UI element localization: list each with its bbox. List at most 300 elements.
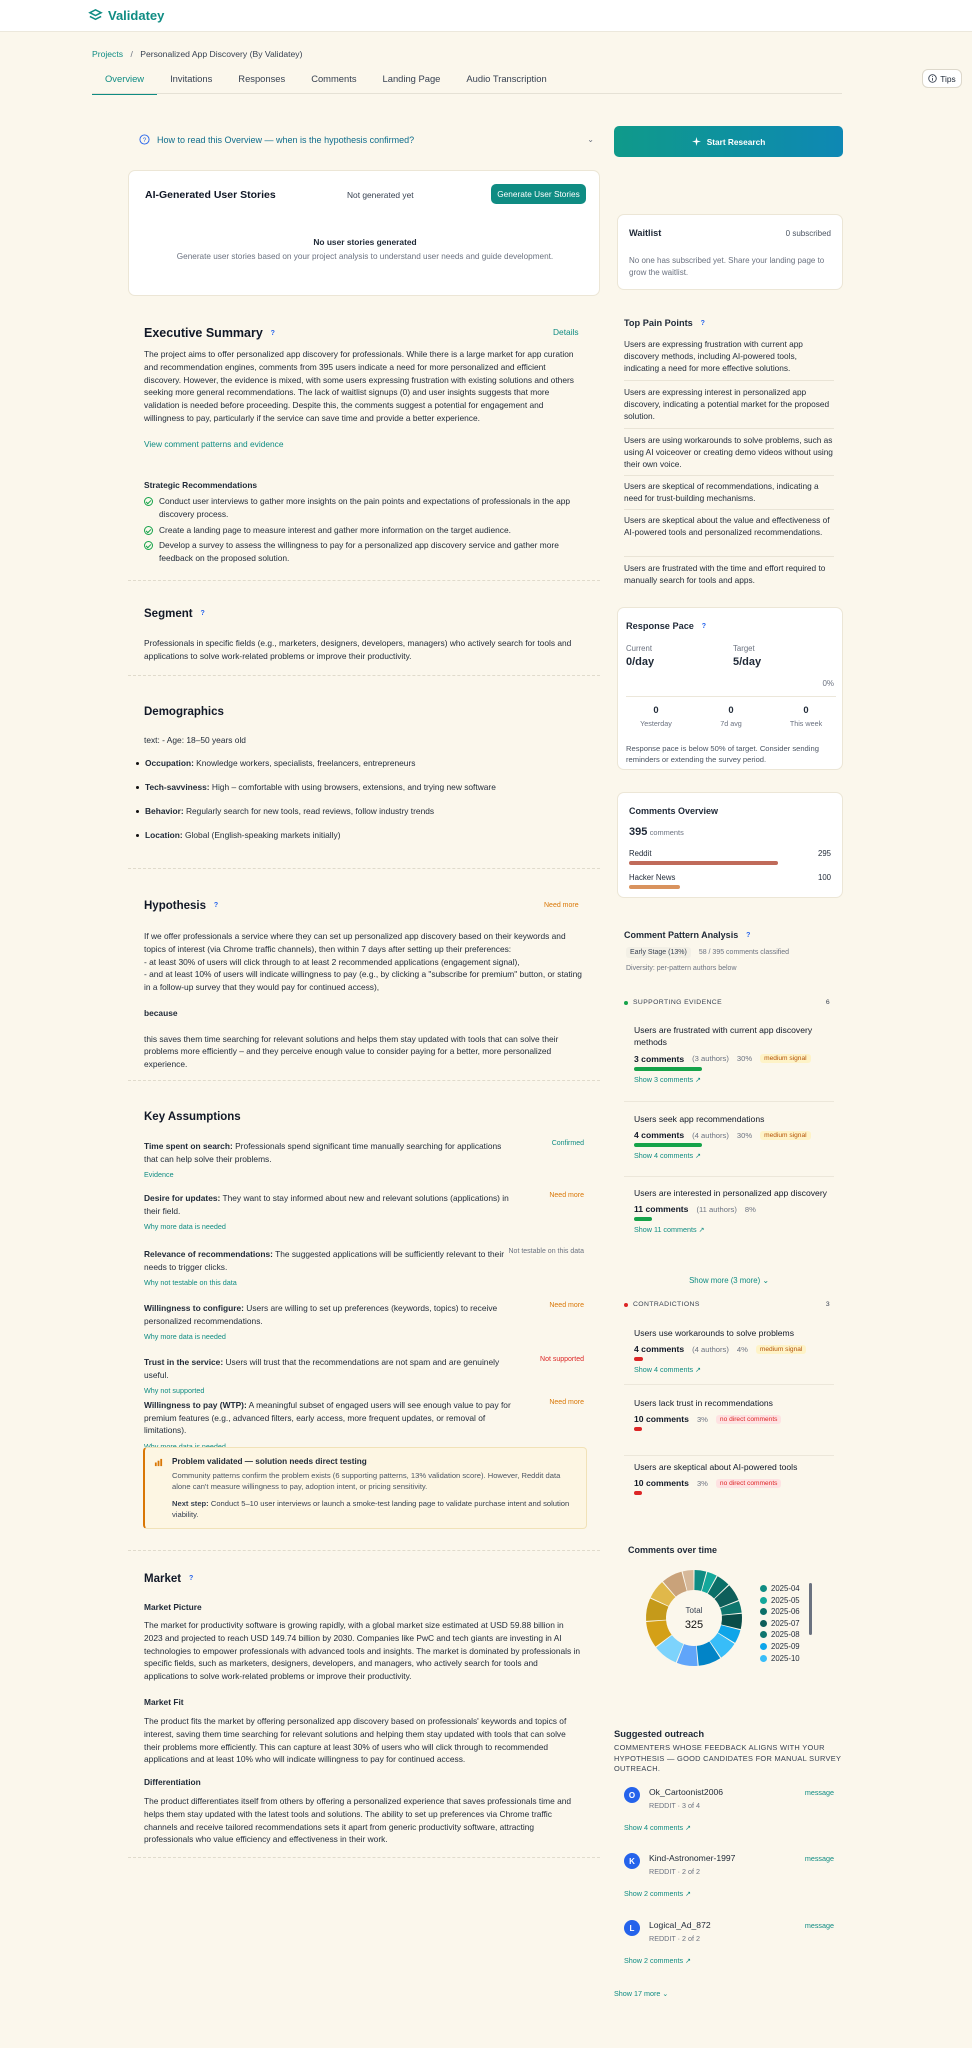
- market-title: [144, 1573, 196, 1585]
- chevron-down-icon: ⌄: [762, 1276, 769, 1285]
- validatey-logo-icon: [88, 8, 103, 23]
- info-icon: [928, 74, 937, 83]
- external-link-icon: ↗: [685, 1823, 692, 1832]
- pain-point-item: Users are using workarounds to solve problems, such as using AI voiceover or creating demo videos without using their own voice.: [624, 435, 833, 470]
- green-dot-icon: [624, 1001, 628, 1005]
- callout-next-text: Conduct 5–10 user interviews or launch a smoke-test landing page to validate purchase intent and solution viability.: [172, 1499, 570, 1520]
- chevron-down-icon: ⌄: [662, 1989, 669, 1998]
- assumption-value: A meaningful subset of engaged users will see enough value to pay for premium features (e.g., advanced filters, early access, more frequent updates, or removal of limitations).: [144, 1400, 511, 1436]
- assumption-link[interactable]: Why more data is needed: [144, 1332, 226, 1342]
- market-title-text: Market: [144, 1573, 182, 1585]
- assumption-value: Professionals spend significant time manually searching for applications that can help solve their problems.: [144, 1141, 502, 1164]
- help-icon[interactable]: ?: [270, 329, 275, 337]
- hypothesis-because: because: [144, 1007, 178, 1018]
- pattern-pct: 4%: [736, 1344, 748, 1354]
- show-more-patterns-button[interactable]: [624, 1276, 834, 1285]
- market-fit-title: Market Fit: [144, 1697, 184, 1707]
- target-value: 5/day: [733, 656, 762, 668]
- legend-swatch: [760, 1585, 767, 1592]
- stat-7d-value: 0: [728, 704, 734, 715]
- pattern-stage: Early Stage (13%): [626, 947, 691, 958]
- source-reddit-label: Reddit: [629, 849, 652, 858]
- tab-overview[interactable]: Overview: [92, 73, 157, 95]
- hypothesis-line: this saves them time searching for relevant solutions and helps them stay updated with tools that can solve their problems more efficiently – and they perceive enough value to consider paying for a better, more personalized experience.: [144, 1033, 559, 1070]
- assumption-item: [144, 1356, 584, 1395]
- help-icon[interactable]: ?: [200, 609, 205, 617]
- pattern-strength-bar: [634, 1357, 643, 1361]
- divider: [624, 1101, 834, 1102]
- user-stories-card: [128, 170, 600, 296]
- divider: [624, 1176, 834, 1177]
- divider: [624, 556, 834, 557]
- pain-point-item: Users are skeptical of recommendations, indicating a need for trust-building mechanisms.: [624, 481, 819, 504]
- assumption-value: Users are willing to set up preferences (keywords, topics) to receive personalized recommendations.: [144, 1303, 498, 1326]
- chevron-down-icon: ⌄: [587, 135, 594, 144]
- avatar: O: [624, 1787, 640, 1803]
- supporting-evidence-count: 6: [825, 999, 830, 1006]
- hypothesis-text: [144, 930, 584, 1071]
- supporting-evidence-header: [624, 999, 830, 1006]
- demographics-key: Occupation:: [145, 758, 194, 768]
- assumption-item: [144, 1399, 584, 1451]
- assumption-value: They want to stay informed about new and relevant solutions (applications) in their field.: [144, 1193, 509, 1216]
- legend-swatch: [760, 1597, 767, 1604]
- assumption-status: Not supported: [540, 1356, 584, 1363]
- message-link[interactable]: message: [804, 1854, 834, 1863]
- pain-point-item: Users are expressing interest in personalized app discovery, indicating a potential market for the proposed solution.: [624, 387, 830, 422]
- demographics-key: Tech-savviness:: [145, 782, 210, 792]
- legend-scrollbar[interactable]: [809, 1583, 812, 1635]
- legend-swatch: [760, 1620, 767, 1627]
- tab-landing-page[interactable]: Landing Page: [382, 73, 441, 84]
- divider: [128, 1857, 600, 1858]
- show-more-label: Show 17 more: [614, 1989, 661, 1998]
- legend-label: 2025-04: [771, 1584, 800, 1593]
- divider: [624, 475, 834, 476]
- legend-label: 2025-08: [771, 1630, 800, 1640]
- legend-item: [760, 1607, 800, 1616]
- show-comments-label: Show 11 comments: [634, 1225, 697, 1235]
- person-name[interactable]: Logical_Ad_872: [649, 1920, 711, 1930]
- divider: [626, 696, 836, 697]
- pattern-authors: (3 authors): [692, 1054, 729, 1064]
- pattern-strength-bar: [634, 1143, 702, 1147]
- show-comments-label: Show 2 comments: [624, 1889, 684, 1898]
- breadcrumb-current: Personalized App Discovery (By Validatey): [140, 49, 303, 59]
- how-to-read-toggle[interactable]: [139, 134, 594, 145]
- user-stories-empty-title: No user stories generated: [313, 237, 417, 247]
- pattern-comments: 4 comments: [634, 1130, 685, 1141]
- pattern-strength-bar: [634, 1491, 642, 1495]
- pattern-comments: 11 comments: [634, 1204, 689, 1215]
- legend-item: [760, 1630, 800, 1639]
- bullet: [136, 834, 139, 837]
- outreach-title: Suggested outreach: [614, 1728, 705, 1739]
- legend-item: [760, 1654, 800, 1663]
- assumption-link[interactable]: Evidence: [144, 1170, 174, 1180]
- hypothesis-line: - at least 30% of users will click through to at least 2 recommended applications (engagement signal),: [144, 956, 520, 967]
- assumption-item: [144, 1248, 584, 1287]
- assumption-status: Need more: [549, 1399, 584, 1406]
- signal-badge: no direct comments: [716, 1415, 782, 1424]
- demographics-item: [136, 829, 340, 842]
- person-meta: REDDIT · 2 of 2: [649, 1867, 700, 1876]
- waitlist-card: [617, 214, 843, 290]
- start-research-button[interactable]: [614, 126, 843, 157]
- callout-next-step: [172, 1498, 577, 1521]
- divider: [624, 1455, 834, 1456]
- recommendation-text: Conduct user interviews to gather more insights on the pain points and expectations of professionals in the app discovery process.: [159, 496, 571, 519]
- comments-total-value: 395: [629, 826, 648, 838]
- check-circle-icon: [144, 526, 153, 535]
- pattern-authors: (4 authors): [692, 1344, 729, 1354]
- source-hn-label: Hacker News: [629, 873, 676, 882]
- avatar: K: [624, 1853, 640, 1869]
- hypothesis-line: If we offer professionals a service where they can set up personalized app discovery based on their keywords and topics of interest (via Chrome traffic channels), then within 7 days after setting up their preferences:: [144, 931, 566, 954]
- hypothesis-status: Need more: [544, 902, 579, 909]
- demographics-value: Regularly search for new tools, read reviews, follow industry trends: [183, 806, 435, 816]
- tab-comments[interactable]: Comments: [311, 73, 357, 84]
- divider: [624, 509, 834, 510]
- breadcrumb: [92, 49, 302, 59]
- generate-user-stories-button[interactable]: Generate User Stories: [491, 184, 586, 204]
- demographics-value: Knowledge workers, specialists, freelancers, entrepreneurs: [193, 758, 416, 768]
- pattern-strength-bar: [634, 1427, 642, 1431]
- assumption-value: Users will trust that the recommendations are not spam and are genuinely useful.: [144, 1357, 500, 1380]
- red-dot-icon: [624, 1303, 628, 1307]
- top-pain-points-title-text: Top Pain Points: [624, 318, 693, 328]
- legend-label: 2025-05: [771, 1595, 800, 1605]
- external-link-icon: ↗: [685, 1889, 692, 1898]
- bullet: [136, 786, 139, 789]
- assumption-item: [144, 1192, 584, 1231]
- check-circle-icon: [144, 497, 153, 506]
- pattern-analysis-title: [624, 930, 753, 941]
- strategic-recommendations-title: Strategic Recommendations: [144, 480, 258, 490]
- stat-yesterday-value: 0: [653, 704, 659, 715]
- legend-swatch: [760, 1631, 767, 1638]
- executive-summary-title: [144, 326, 278, 340]
- strategic-recommendations-list: [144, 495, 584, 565]
- pattern-pct: 3%: [696, 1478, 708, 1488]
- message-link[interactable]: message: [804, 1788, 834, 1797]
- demographics-title: Demographics: [144, 706, 224, 718]
- assumption-item: [144, 1302, 584, 1341]
- pace-percent: 0%: [822, 679, 834, 688]
- legend-label: 2025-07: [771, 1618, 800, 1628]
- assumption-status: Not testable on this data: [508, 1248, 584, 1255]
- legend-label: 2025-09: [771, 1641, 800, 1651]
- legend-label: 2025-06: [771, 1607, 800, 1617]
- stat-7d-label: 7d avg: [720, 719, 742, 728]
- person-meta: REDDIT · 3 of 4: [649, 1801, 700, 1810]
- demographics-value: Global (English-speaking markets initially): [182, 830, 341, 840]
- divider: [128, 580, 600, 581]
- pattern-pct: 30%: [736, 1054, 753, 1064]
- signal-badge: no direct comments: [716, 1479, 782, 1488]
- divider: [128, 1080, 600, 1081]
- divider: [128, 868, 600, 869]
- source-reddit-count: 295: [817, 849, 831, 858]
- supporting-evidence-label: SUPPORTING EVIDENCE: [633, 999, 723, 1006]
- person-name[interactable]: Ok_Cartoonist2006: [649, 1787, 724, 1797]
- differentiation-title: Differentiation: [144, 1777, 201, 1787]
- pattern-title: Users are frustrated with current app discovery methods: [634, 1025, 813, 1048]
- pattern-comments: 3 comments: [634, 1053, 685, 1064]
- help-circle-icon: [139, 134, 150, 145]
- avatar: L: [624, 1920, 640, 1936]
- user-stories-title: AI-Generated User Stories: [145, 189, 276, 201]
- supporting-pattern: [634, 1024, 834, 1084]
- breadcrumb-projects[interactable]: Projects: [92, 49, 124, 59]
- pattern-title: Users use workarounds to solve problems: [634, 1328, 795, 1338]
- differentiation-text: The product differentiates itself from others by offering a personalized experience that saves professionals time and helps them stay updated with the latest tools and solutions. The ability to set up preferences via Chrome traffic channels and receive tailored recommendations sets it apart from generic productivity software, attracting professionals who value efficiency and effectiveness in their work.: [144, 1796, 572, 1845]
- show-comments-link[interactable]: [634, 1225, 834, 1234]
- user-stories-status: Not generated yet: [347, 190, 414, 200]
- key-assumptions-title: Key Assumptions: [144, 1111, 241, 1123]
- external-link-icon: ↗: [695, 1151, 702, 1161]
- donut-total-label: Total: [685, 1606, 703, 1615]
- demographics-item: [136, 757, 415, 770]
- user-stories-empty-desc: Generate user stories based on your project analysis to understand user needs and guide development.: [176, 252, 554, 261]
- pattern-title: Users are skeptical about AI-powered tools: [634, 1462, 798, 1472]
- comments-total-label: comments: [649, 828, 684, 837]
- assumption-key: Willingness to configure:: [144, 1303, 244, 1313]
- tab-audio-transcription[interactable]: Audio Transcription: [466, 73, 547, 84]
- legend-swatch: [760, 1608, 767, 1615]
- view-patterns-link[interactable]: View comment patterns and evidence: [144, 439, 284, 449]
- comments-overview-card: [617, 792, 843, 898]
- help-icon[interactable]: ?: [213, 901, 219, 909]
- app-name: Validatey: [108, 8, 165, 23]
- stat-week-value: 0: [803, 704, 809, 715]
- waitlist-title: Waitlist: [629, 228, 662, 238]
- donut-legend: [760, 1584, 800, 1672]
- comments-donut-chart: [645, 1569, 743, 1667]
- recommendation-item: [144, 495, 584, 521]
- market-picture-title: Market Picture: [144, 1602, 202, 1612]
- stat-week-label: This week: [789, 719, 823, 728]
- divider: [128, 675, 600, 676]
- segment-title: [144, 608, 208, 620]
- help-icon[interactable]: ?: [746, 931, 751, 939]
- response-pace-title: [626, 621, 709, 632]
- pattern-analysis-title-text: Comment Pattern Analysis: [624, 930, 739, 940]
- waitlist-count: 0 subscribed: [785, 229, 831, 238]
- demographics-key: Behavior:: [145, 806, 184, 816]
- show-comments-link[interactable]: [634, 1075, 834, 1084]
- callout-text: Community patterns confirm the problem exists (6 supporting patterns, 13% validation score). However, Reddit data alone can't measure willingness to pay, adoption intent, or pricing sensitivity.: [172, 1471, 561, 1492]
- legend-swatch: [760, 1655, 767, 1662]
- assumption-key: Trust in the service:: [144, 1357, 224, 1367]
- contradiction-pattern: [634, 1461, 834, 1495]
- show-comments-link[interactable]: [624, 1889, 691, 1898]
- callout-title: Problem validated — solution needs direct testing: [172, 1457, 367, 1466]
- show-comments-link[interactable]: [624, 1823, 691, 1832]
- recommendation-item: [144, 524, 584, 537]
- start-research-label: Start Research: [706, 136, 766, 147]
- show-comments-link[interactable]: [634, 1151, 834, 1160]
- source-hn-count: 100: [817, 873, 831, 882]
- divider: [624, 1384, 834, 1385]
- bullet: [136, 762, 139, 765]
- assumption-status: Confirmed: [551, 1140, 584, 1147]
- contradiction-pattern: [634, 1397, 834, 1431]
- market-fit-text: The product fits the market by offering personalized app discovery based on professionals' keywords and topics of interest, saving them time searching for relevant solutions and helping them stay updated with tools that can solve their problems more efficiently. This can capture at least 30% of users who will click through to recommended applications and at least 10% who will indicate willingness to pay for continued access.: [144, 1716, 567, 1765]
- comments-over-time-card: [617, 1533, 843, 1677]
- pattern-comments: 10 comments: [634, 1478, 689, 1489]
- legend-item: [760, 1642, 800, 1651]
- show-comments-label: Show 2 comments: [624, 1956, 684, 1965]
- bullet: [136, 810, 139, 813]
- pattern-title: Users seek app recommendations: [634, 1114, 765, 1124]
- legend-item: [760, 1619, 800, 1628]
- pattern-comments: 4 comments: [634, 1344, 685, 1355]
- stat-yesterday-label: Yesterday: [640, 719, 672, 728]
- show-comments-label: Show 4 comments: [624, 1823, 684, 1832]
- assumption-link[interactable]: Why more data is needed: [144, 1222, 226, 1232]
- top-pain-points-title: [624, 318, 708, 329]
- assumption-value: The suggested applications will be sufficiently relevant to their needs to trigger clicks.: [144, 1249, 504, 1272]
- signal-badge: medium signal: [760, 1054, 811, 1063]
- donut-total-value: 325: [684, 1619, 704, 1631]
- person-meta: REDDIT · 2 of 2: [649, 1934, 700, 1943]
- pattern-pct: 3%: [696, 1414, 708, 1424]
- pattern-authors: (4 authors): [692, 1130, 729, 1140]
- executive-summary-title-text: Executive Summary: [144, 326, 263, 340]
- divider: [624, 380, 834, 381]
- source-hn-bar: [629, 885, 680, 889]
- top-bar: [0, 0, 972, 32]
- help-icon[interactable]: ?: [700, 319, 705, 327]
- pattern-stage-bar: [626, 945, 840, 959]
- pattern-stage-detail: 58 / 395 comments classified: [698, 948, 790, 956]
- pattern-pct: 8%: [744, 1204, 756, 1214]
- market-picture-text: The market for productivity software is growing rapidly, with a global market size estimated at USD 59.88 billion in 2023 and projected to reach USD 149.74 billion by 2030. Companies like PwC and tech giants are investing in AI technologies to empower professionals with advanced tools and insights. The market is dominated by professionals in specific fields, such as marketers, designers, developers, and managers, who actively search for tools and applications to solve work-related problems or improve their productivity.: [144, 1620, 581, 1682]
- pain-point-item: Users are expressing frustration with current app discovery methods, including AI-powered tools, indicating a need for more effective solutions.: [624, 339, 803, 374]
- divider: [624, 428, 834, 429]
- external-link-icon: ↗: [685, 1956, 692, 1965]
- show-comments-label: Show 3 comments: [634, 1074, 694, 1084]
- demographics-age: text: - Age: 18–50 years old: [144, 735, 246, 745]
- assumption-status: Need more: [549, 1192, 584, 1199]
- show-more-label: Show more (3 more): [689, 1276, 761, 1285]
- message-link[interactable]: message: [804, 1921, 834, 1930]
- contradiction-pattern: [634, 1327, 834, 1374]
- assumption-key: Relevance of recommendations:: [144, 1249, 273, 1259]
- sparkle-icon: [692, 137, 701, 146]
- pattern-comments: 10 comments: [634, 1414, 689, 1425]
- target-label: Target: [733, 644, 755, 653]
- supporting-pattern: [634, 1187, 834, 1234]
- how-to-read-label: How to read this Overview — when is the hypothesis confirmed?: [157, 134, 415, 145]
- contradictions-count: 3: [825, 1301, 830, 1308]
- assumption-link[interactable]: Why not testable on this data: [144, 1278, 237, 1288]
- pattern-authors: (11 authors): [696, 1204, 737, 1214]
- app-logo[interactable]: [88, 8, 164, 23]
- assumption-key: Desire for updates:: [144, 1193, 221, 1203]
- assumption-key: Willingness to pay (WTP):: [144, 1400, 247, 1410]
- show-comments-link[interactable]: [634, 1365, 834, 1374]
- show-more-outreach-button[interactable]: [614, 1989, 668, 1998]
- current-value: 0/day: [626, 656, 655, 668]
- legend-label: 2025-10: [771, 1653, 800, 1663]
- comments-total: [629, 826, 684, 838]
- comments-overview-title: Comments Overview: [629, 806, 719, 816]
- demographics-key: Location:: [145, 830, 183, 840]
- pain-point-item: Users are skeptical about the value and effectiveness of AI-powered tools and personalized recommendations.: [624, 515, 830, 538]
- current-label: Current: [626, 644, 652, 653]
- external-link-icon: ↗: [695, 1365, 702, 1375]
- hypothesis-line: - and at least 10% of users will indicate willingness to pay (e.g., by clicking a "subscribe for premium" button, or stating in a follow-up survey that they would pay for continued access),: [144, 969, 582, 993]
- pattern-pct: 30%: [736, 1130, 753, 1140]
- tab-divider: [92, 93, 842, 94]
- demographics-item: [136, 781, 496, 794]
- pattern-strength-bar: [634, 1217, 652, 1221]
- pattern-title: Users are interested in personalized app discovery: [634, 1188, 827, 1198]
- signal-badge: medium signal: [760, 1131, 811, 1140]
- waitlist-desc: No one has subscribed yet. Share your landing page to grow the waitlist.: [629, 256, 825, 277]
- pace-note: Response pace is below 50% of target. Consider sending reminders or extending the survey period.: [626, 744, 819, 764]
- bar-chart-icon: [154, 1458, 163, 1467]
- recommendation-text: Create a landing page to measure interest and gather more information on the target audience.: [159, 524, 511, 535]
- assumption-key: Time spent on search:: [144, 1141, 233, 1151]
- show-comments-link[interactable]: [624, 1956, 691, 1965]
- hypothesis-title-text: Hypothesis: [144, 900, 206, 912]
- assumption-item: [144, 1140, 584, 1179]
- contradictions-label: CONTRADICTIONS: [633, 1301, 700, 1308]
- signal-badge: medium signal: [756, 1345, 807, 1354]
- source-reddit-bar: [629, 861, 778, 865]
- pattern-diversity: Diversity: per-pattern authors below: [626, 965, 737, 972]
- help-icon[interactable]: ?: [701, 622, 707, 630]
- outreach-subtitle: COMMENTERS WHOSE FEEDBACK ALIGNS WITH YOUR HYPOTHESIS — GOOD CANDIDATES FOR MANUAL SURVEY OUTREACH.: [614, 1743, 842, 1774]
- tips-button[interactable]: [922, 69, 962, 88]
- executive-summary-details-link[interactable]: Details: [553, 327, 579, 337]
- contradictions-header: [624, 1301, 830, 1308]
- show-comments-label: Show 4 comments: [634, 1365, 694, 1375]
- recommendation-text: Develop a survey to assess the willingness to pay for a personalized app discovery service and gather more feedback on the proposed solution.: [159, 540, 559, 564]
- tab-responses[interactable]: Responses: [238, 73, 286, 84]
- pattern-title: Users lack trust in recommendations: [634, 1398, 773, 1408]
- pace-stats: [626, 704, 836, 728]
- validation-callout: [143, 1447, 587, 1529]
- tab-invitations[interactable]: Invitations: [170, 73, 213, 84]
- executive-summary-text: The project aims to offer personalized app discovery for professionals. While there is a large market for app curation and recommendation engines, comments from 395 users indicate a need for more personalized and efficient discovery. However, the evidence is mixed, with some users expressing frustration with existing solutions and others seeking more general recommendations. The lack of waitlist signups (0) and user insights suggests that more validation is needed before proceeding. Despite this, the comments suggest a potential for engagement and willingness to pay, particularly if the service can save time and provide a better experience.: [144, 349, 574, 423]
- tips-label: Tips: [940, 73, 956, 84]
- recommendation-item: [144, 539, 584, 565]
- assumption-status: Need more: [549, 1302, 584, 1309]
- legend-swatch: [760, 1643, 767, 1650]
- response-pace-title-text: Response Pace: [626, 621, 694, 631]
- pattern-strength-bar: [634, 1067, 702, 1071]
- hypothesis-title: [144, 900, 221, 912]
- divider: [128, 1550, 600, 1551]
- help-icon[interactable]: ?: [188, 1574, 194, 1582]
- assumption-link[interactable]: Why not supported: [144, 1386, 205, 1396]
- svg-text:?: ?: [142, 136, 147, 144]
- callout-next-label: Next step:: [172, 1499, 209, 1508]
- person-name[interactable]: Kind-Astronomer-1997: [649, 1853, 736, 1863]
- external-link-icon: ↗: [695, 1074, 702, 1084]
- legend-item: [760, 1584, 800, 1593]
- show-comments-label: Show 4 comments: [634, 1151, 694, 1161]
- pain-point-item: Users are frustrated with the time and effort required to manually search for tools and apps.: [624, 563, 826, 586]
- tab-bar: [92, 73, 560, 95]
- segment-text: Professionals in specific fields (e.g., marketers, designers, developers, managers) who actively search for tools and applications to solve work-related problems or improve their productivity.: [144, 638, 572, 661]
- demographics-item: [136, 805, 434, 818]
- check-circle-icon: [144, 541, 153, 550]
